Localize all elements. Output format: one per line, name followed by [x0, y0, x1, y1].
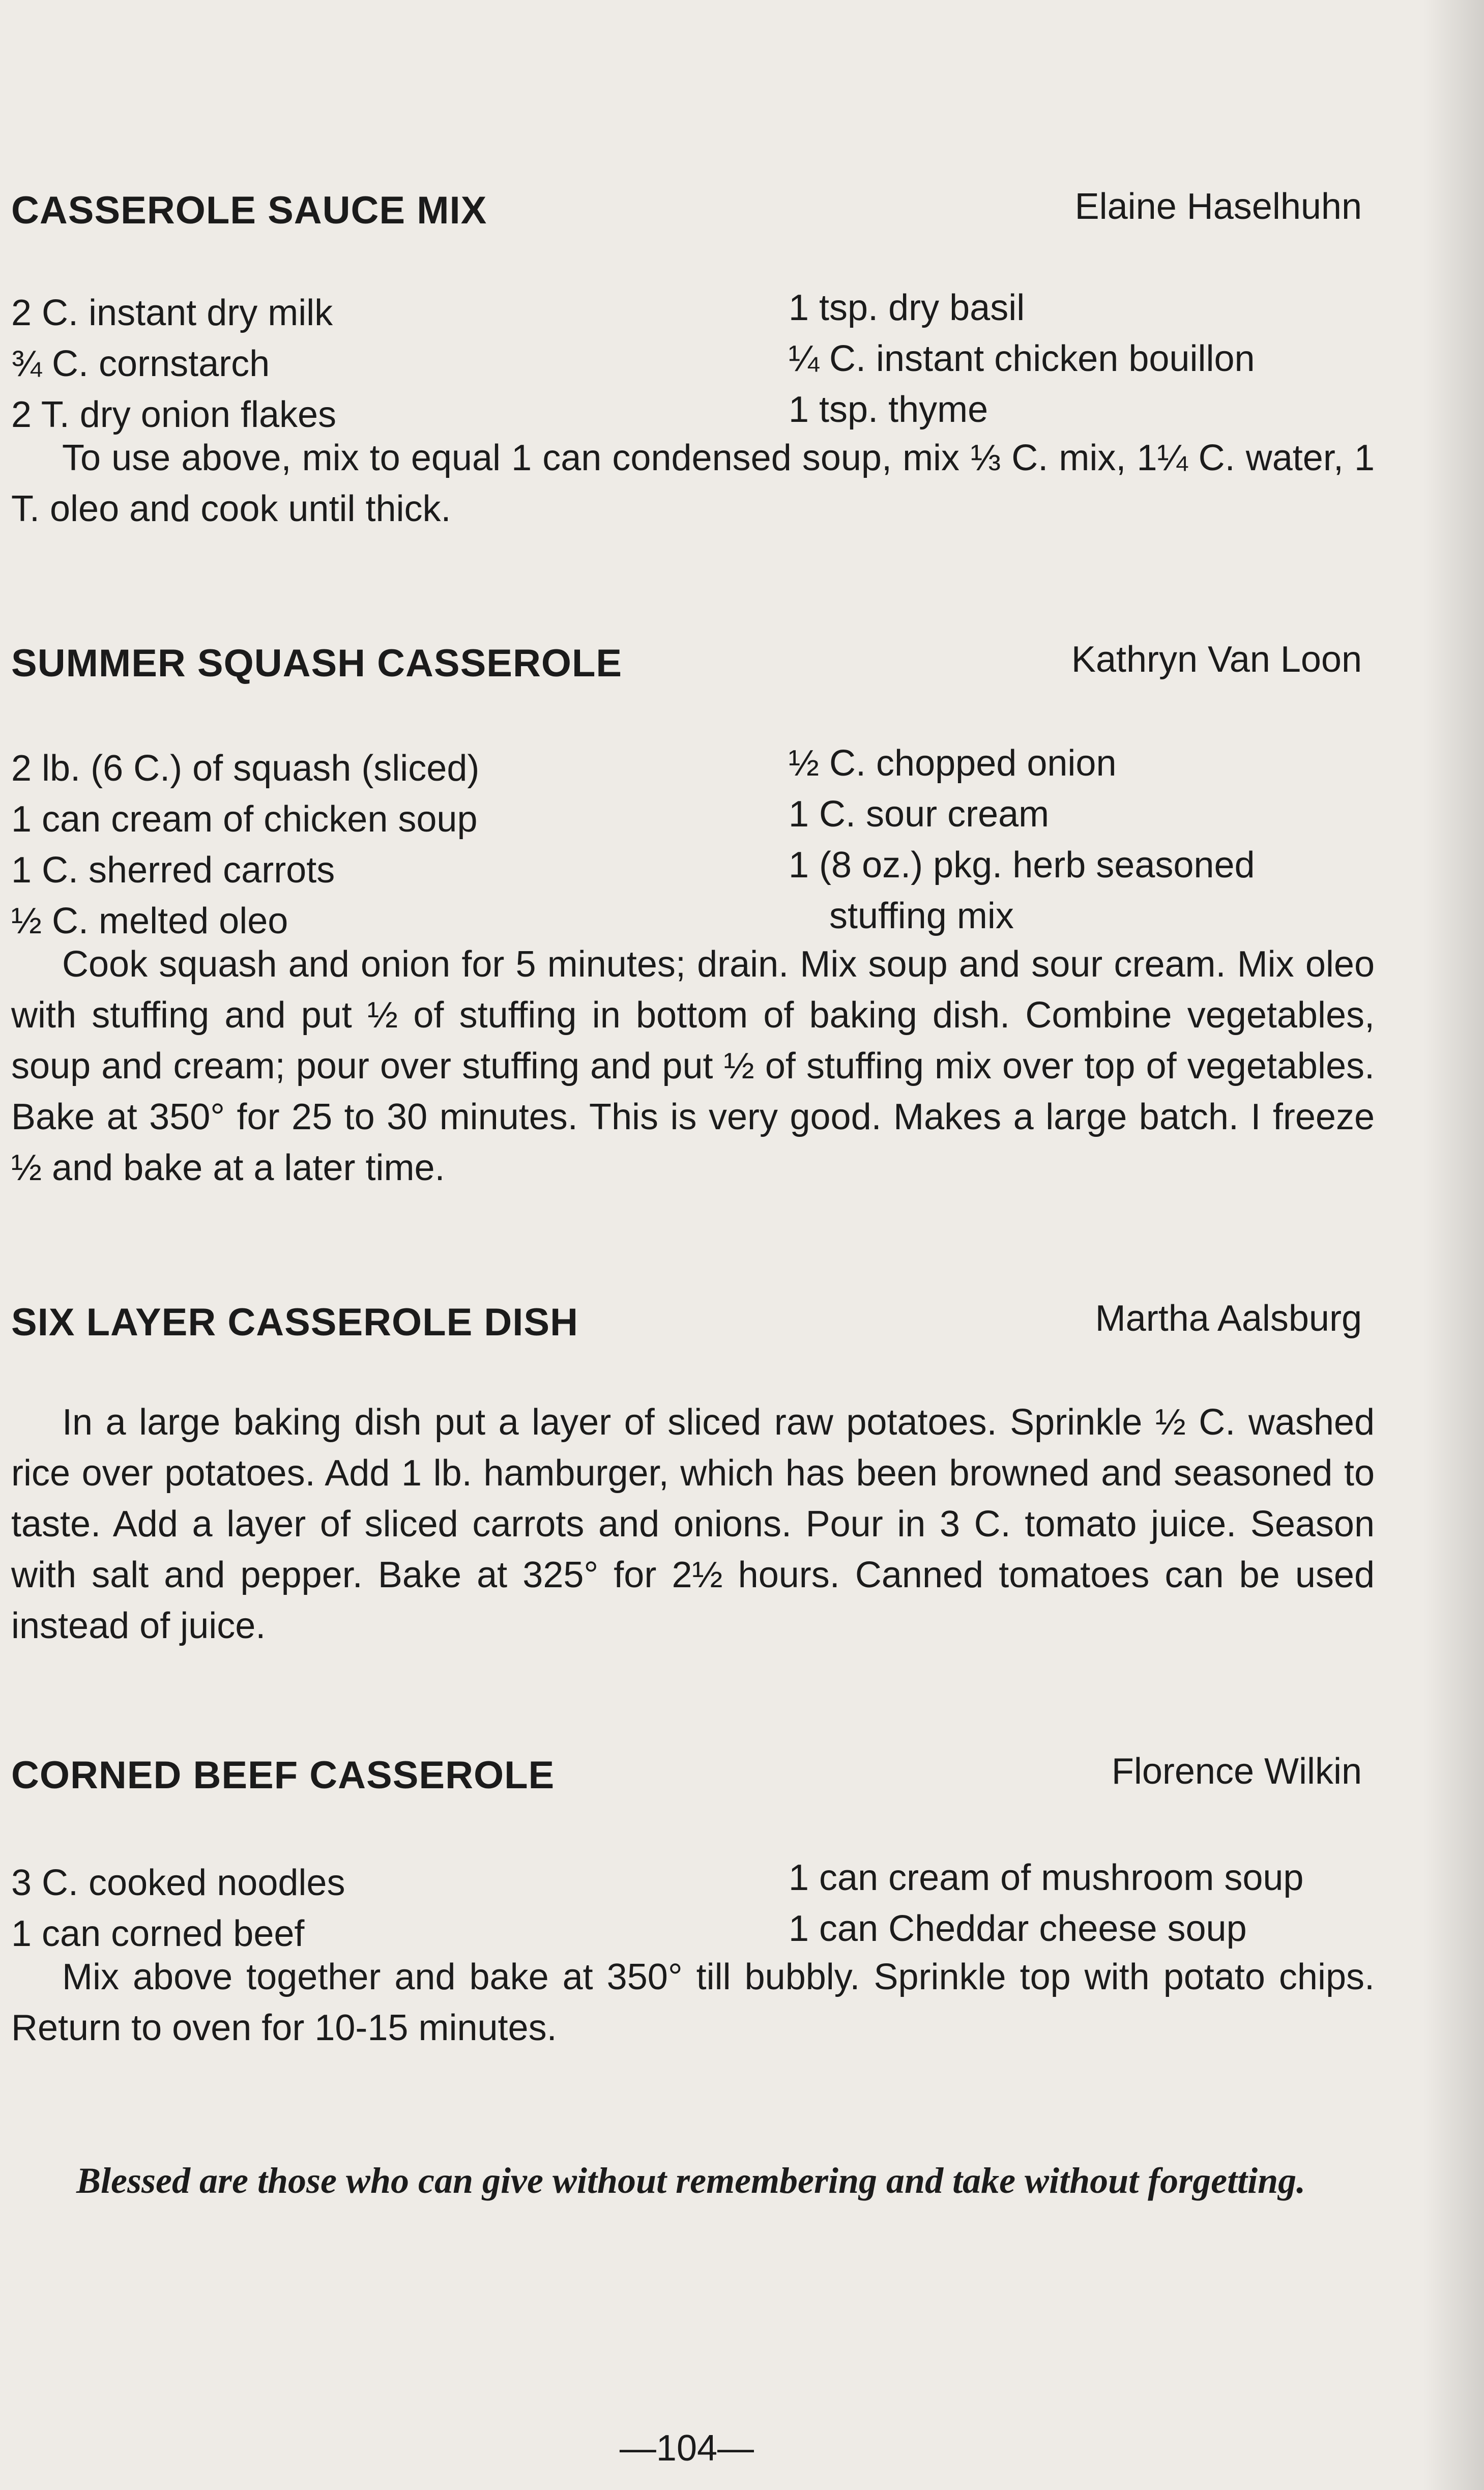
ingredients-right [789, 1852, 1303, 1954]
recipe-title: SUMMER SQUASH CASSEROLE [11, 642, 623, 685]
ingredients-left [11, 288, 336, 440]
recipe-instructions: Mix above together and bake at 350° till bubbly. Sprinkle top with potato chips. Return to oven for 10-15 minutes. [11, 1957, 1375, 2048]
ingredient: 1 C. sour cream [789, 794, 1050, 835]
ingredient: 2 lb. (6 C.) of squash (sliced) [11, 748, 480, 789]
recipe-author: Martha Aalsburg [1095, 1298, 1362, 1339]
ingredient: 3 C. cooked noodles [11, 1863, 345, 1903]
page-edge-shadow [1423, 0, 1484, 2490]
ingredient: ¼ C. instant chicken bouillon [789, 338, 1255, 379]
recipe-title: CASSEROLE SAUCE MIX [11, 189, 487, 232]
recipe-title: SIX LAYER CASSEROLE DISH [11, 1301, 578, 1344]
ingredient: ¾ C. cornstarch [11, 344, 270, 384]
recipe-author: Elaine Haselhuhn [1074, 186, 1362, 227]
recipe-title: CORNED BEEF CASSEROLE [11, 1754, 555, 1797]
recipe-author: Florence Wilkin [1111, 1751, 1362, 1792]
ingredient: ½ C. melted oleo [11, 901, 288, 941]
recipe-instructions: Cook squash and onion for 5 minutes; drain. Mix soup and sour cream. Mix oleo with stuffing and put ½ of stuffing in bottom of baking dish. Combine vegetables, soup and cream; pour over stuffing and put ½ of stuffing mix over top of vegetables. Bake at 350° for 25 to 30 minutes. This is very good. Makes a large batch. I freeze ½ and bake at a later time. [11, 944, 1375, 1188]
page-number: —104— [619, 2428, 754, 2469]
ingredients-left [11, 1857, 345, 1959]
ingredient: 1 tsp. thyme [789, 389, 988, 430]
ingredient: ½ C. chopped onion [789, 743, 1117, 784]
ingredients-left [11, 743, 479, 947]
recipe-instructions: To use above, mix to equal 1 can condensed soup, mix ⅓ C. mix, 1¼ C. water, 1 T. oleo and cook until thick. [11, 438, 1375, 529]
ingredient: 1 can cream of mushroom soup [789, 1857, 1304, 1898]
recipe-author: Kathryn Van Loon [1071, 639, 1362, 680]
recipe-instructions: In a large baking dish put a layer of sliced raw potatoes. Sprinkle ½ C. washed rice over potatoes. Add 1 lb. hamburger, which has been browned and seasoned to taste. Add a layer of sliced carrots and onions. Pour in 3 C. tomato juice. Season with salt and pepper. Bake at 325° for 2½ hours. Canned tomatoes can be used instead of juice. [11, 1402, 1375, 1646]
ingredient: 1 can Cheddar cheese soup [789, 1908, 1247, 1949]
closing-quote: Blessed are those who can give without remembering and take without forgetting. [76, 2160, 1306, 2201]
ingredient: 1 can cream of chicken soup [11, 799, 478, 840]
ingredient: 1 C. sherred carrots [11, 850, 335, 891]
ingredient: 1 (8 oz.) pkg. herb seasoned [789, 845, 1255, 885]
ingredient: 1 can corned beef [11, 1913, 305, 1954]
ingredient: 2 C. instant dry milk [11, 293, 333, 333]
ingredient: stuffing mix [829, 896, 1014, 936]
ingredients-right [789, 282, 1255, 435]
ingredient: 1 tsp. dry basil [789, 288, 1025, 328]
ingredients-right [789, 738, 1255, 941]
ingredient: 2 T. dry onion flakes [11, 394, 337, 435]
